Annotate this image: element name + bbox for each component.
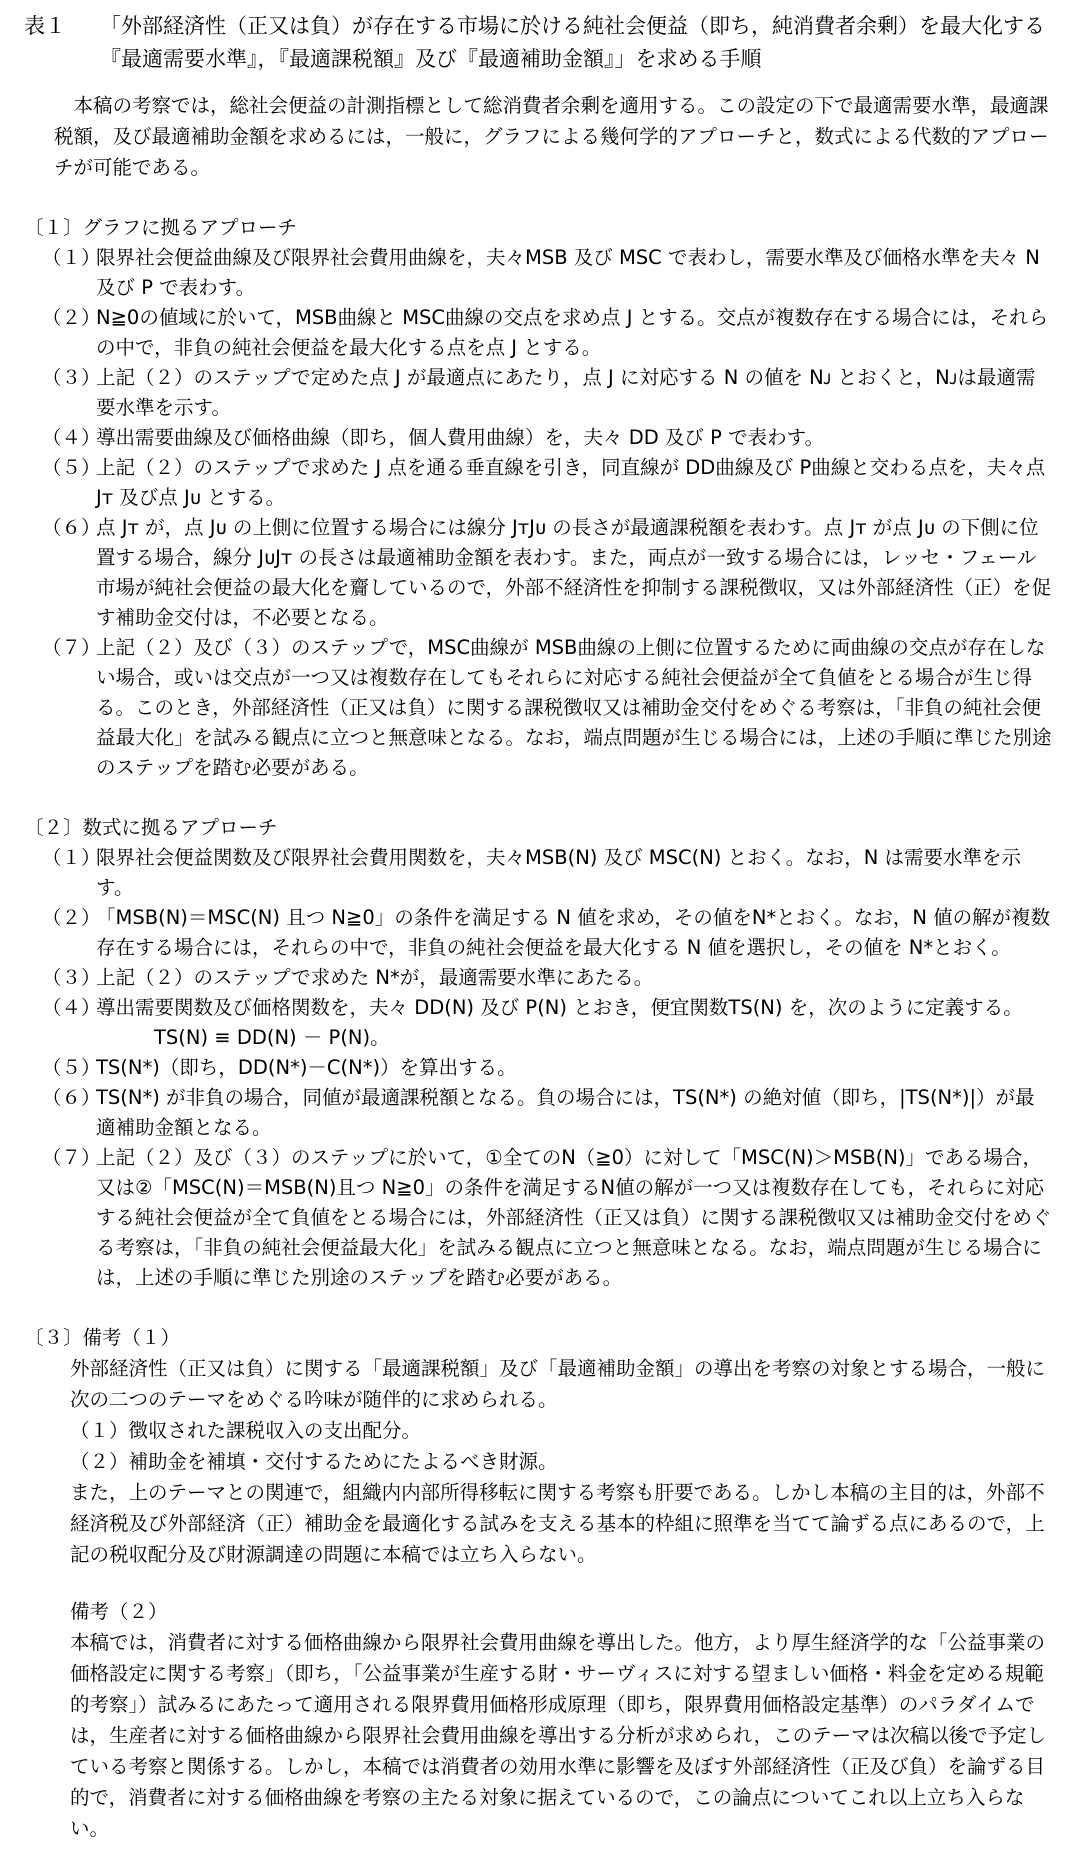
note-2-heading: 備考（２） bbox=[70, 1600, 168, 1623]
table-title-text: 「外部経済性（正又は負）が存在する市場に於ける純社会便益（即ち，純消費者余剰）を最大化する『最適需要水準』，『最適課税額』及び『最適補助金額』」を求める手順 bbox=[100, 14, 1045, 71]
step-item bbox=[24, 243, 1054, 303]
step-item bbox=[24, 363, 1054, 423]
step-list bbox=[24, 1053, 1054, 1293]
table-title bbox=[24, 10, 1054, 76]
step-number: （２） bbox=[42, 906, 101, 929]
section-algebraic-approach bbox=[24, 813, 1054, 1293]
step-number: （６） bbox=[42, 516, 101, 539]
section-notes bbox=[24, 1323, 1054, 1844]
step-list bbox=[24, 243, 1054, 783]
step-item bbox=[24, 963, 1054, 993]
step-text: 上記（２）のステップで求めた J 点を通る垂直線を引き，同直線が DD曲線及び P曲線と交わる点を，夫々点 Jᴛ 及び点 Jᴜ とする。 bbox=[96, 456, 1046, 509]
step-number: （１） bbox=[42, 846, 101, 869]
step-item bbox=[24, 423, 1054, 453]
intro-paragraph: 本稿の考察では，総社会便益の計測指標として総消費者余剰を適用する。この設定の下で最適需要水準，最適課税額，及び最適補助金額を求めるには，一般に，グラフによる幾何学的アプローチと，数式による代数的アプローチが可能である。 bbox=[54, 94, 1049, 179]
step-text: 上記（２）及び（３）のステップに於いて，①全てのN（≧0）に対して「MSC(N)＞MSB(N)」である場合，又は②「MSC(N)＝MSB(N)且つ N≧0」の条件を満足するN値の解が一つ又は複数存在しても，それらに対応する純社会便益が全て負値をとる場合には，外部経済性（正又は負）に関する課税徴収又は補助金交付をめぐる考察は，「非負の純社会便益最大化」を試みる観点に立つと無意味となる。なお，端点問題が生じる場合には，上述の手順に準じた別途のステップを踏む必要がある。 bbox=[96, 1146, 1052, 1289]
section-heading: 〔３〕備考（１） bbox=[24, 1326, 181, 1349]
step-text: N≧0の値域に於いて，MSB曲線と MSC曲線の交点を求め点 J とする。交点が複数存在する場合には，それらの中で，非負の純社会便益を最大化する点を点 J とする。 bbox=[96, 306, 1049, 359]
step-text: TS(N*)（即ち，DD(N*)－C(N*)）を算出する。 bbox=[96, 1056, 517, 1079]
spacer bbox=[70, 1570, 1054, 1596]
step-text: 限界社会便益曲線及び限界社会費用曲線を，夫々MSB 及び MSC で表わし，需要水準及び価格水準を夫々 N 及び P で表わす。 bbox=[96, 246, 1040, 299]
step-item bbox=[24, 903, 1054, 963]
step-number: （１） bbox=[42, 246, 101, 269]
note-list-item: （２）補助金を補填・交付するためにたよるべき財源。 bbox=[70, 1450, 558, 1473]
step-item bbox=[24, 453, 1054, 513]
step-item bbox=[24, 993, 1054, 1023]
step-text: TS(N*) が非負の場合，同値が最適課税額となる。負の場合には，TS(N*) の絶対値（即ち，|TS(N*)|）が最適補助金額となる。 bbox=[96, 1086, 1035, 1139]
step-text: 上記（２）及び（３）のステップで，MSC曲線が MSB曲線の上側に位置するために両曲線の交点が存在しない場合，或いは交点が一つ又は複数存在してもそれらに対応する純社会便益が全て負値をとる場合が生じ得る。このとき，外部経済性（正又は負）に関する課税徴収又は補助金交付をめぐる考察は，「非負の純社会便益最大化」を試みる観点に立つと無意味となる。なお，端点問題が生じる場合には，上述の手順に準じた別途のステップを踏む必要がある。 bbox=[96, 636, 1052, 779]
step-item bbox=[24, 513, 1054, 633]
step-item bbox=[24, 303, 1054, 363]
step-number: （３） bbox=[42, 366, 101, 389]
step-number: （２） bbox=[42, 306, 101, 329]
step-text: 上記（２）のステップで求めた N*が，最適需要水準にあたる。 bbox=[96, 966, 654, 989]
step-number: （５） bbox=[42, 456, 101, 479]
step-number: （７） bbox=[42, 636, 101, 659]
step-number: （５） bbox=[42, 1056, 101, 1079]
step-item bbox=[24, 843, 1054, 903]
section-graphical-approach bbox=[24, 213, 1054, 783]
step-text: 点 Jᴛ が，点 Jᴜ の上側に位置する場合には線分 JᴛJᴜ の長さが最適課税額を表わす。点 Jᴛ が点 Jᴜ の下側に位置する場合，線分 JᴜJᴛ の長さは最適補助金額を表わす。また，両点が一致する場合には，レッセ・フェール市場が純社会便益の最大化を齎しているので，外部不経済性を抑制する課税徴収，又は外部経済性（正）を促す補助金交付は，不必要となる。 bbox=[96, 516, 1052, 629]
section-heading: 〔１〕グラフに拠るアプローチ bbox=[24, 216, 298, 239]
step-item bbox=[24, 1053, 1054, 1083]
note-paragraph: 外部経済性（正又は負）に関する「最適課税額」及び「最適補助金額」の導出を考察の対象とする場合，一般に次の二つのテーマをめぐる吟味が随伴的に求められる。 bbox=[70, 1357, 1046, 1411]
note-paragraph: また，上のテーマとの関連で，組織内内部所得移転に関する考察も肝要である。しかし本稿の主目的は，外部不経済税及び外部経済（正）補助金を最適化する試みを支える基本的枠組に照準を当てて論ずる点にあるので，上記の税収配分及び財源調達の問題に本稿では立ち入らない。 bbox=[70, 1481, 1045, 1566]
step-text: 導出需要曲線及び価格曲線（即ち，個人費用曲線）を，夫々 DD 及び P で表わす。 bbox=[96, 426, 825, 449]
step-item bbox=[24, 1083, 1054, 1143]
section-heading: 〔２〕数式に拠るアプローチ bbox=[24, 816, 278, 839]
note-list-item: （１）徴収された課税収入の支出配分。 bbox=[70, 1419, 422, 1442]
table-label: 表１ bbox=[24, 14, 66, 38]
step-list bbox=[24, 843, 1054, 1023]
note-1-body bbox=[24, 1353, 1054, 1844]
step-item bbox=[24, 1143, 1054, 1293]
step-text: 「MSB(N)＝MSC(N) 且つ N≧0」の条件を満足する N 値を求め，その値をN*とおく。なお，N 値の解が複数存在する場合には，それらの中で，非負の純社会便益を最大化する N 値を選択し，その値を N*とおく。 bbox=[96, 906, 1051, 959]
step-text: 導出需要関数及び価格関数を，夫々 DD(N) 及び P(N) とおき，便宜関数TS(N) を，次のように定義する。 bbox=[96, 996, 1023, 1019]
ts-formula: TS(N) ≡ DD(N) － P(N)。 bbox=[154, 1026, 390, 1049]
note-paragraph: 本稿では，消費者に対する価格曲線から限界社会費用曲線を導出した。他方，より厚生経済学的な「公益事業の価格設定に関する考察」（即ち，「公益事業が生産する財・サーヴィスに対する望ましい価格・料金を定める規範的考察」）試みるにあたって適用される限界費用価格形成原理（即ち，限界費用価格設定基準）のパラダイムでは，生産者に対する価格曲線から限界社会費用曲線を導出する分析が求められ，このテーマは次稿以後で予定している考察と関係する。しかし，本稿では消費者の効用水準に影響を及ぼす外部経済性（正及び負）を論ずる目的で，消費者に対する価格曲線を考察の主たる対象に据えているので，この論点についてこれ以上立ち入らない。 bbox=[70, 1631, 1047, 1840]
step-number: （６） bbox=[42, 1086, 101, 1109]
step-number: （７） bbox=[42, 1146, 101, 1169]
step-text: 限界社会便益関数及び限界社会費用関数を，夫々MSB(N) 及び MSC(N) とおく。なお，N は需要水準を示す。 bbox=[96, 846, 1021, 899]
step-number: （４） bbox=[42, 996, 101, 1019]
step-number: （３） bbox=[42, 966, 101, 989]
step-text: 上記（２）のステップで定めた点 J が最適点にあたり，点 J に対応する N の値を Nᴊ とおくと，Nᴊは最適需要水準を示す。 bbox=[96, 366, 1036, 419]
step-item bbox=[24, 633, 1054, 783]
step-number: （４） bbox=[42, 426, 101, 449]
